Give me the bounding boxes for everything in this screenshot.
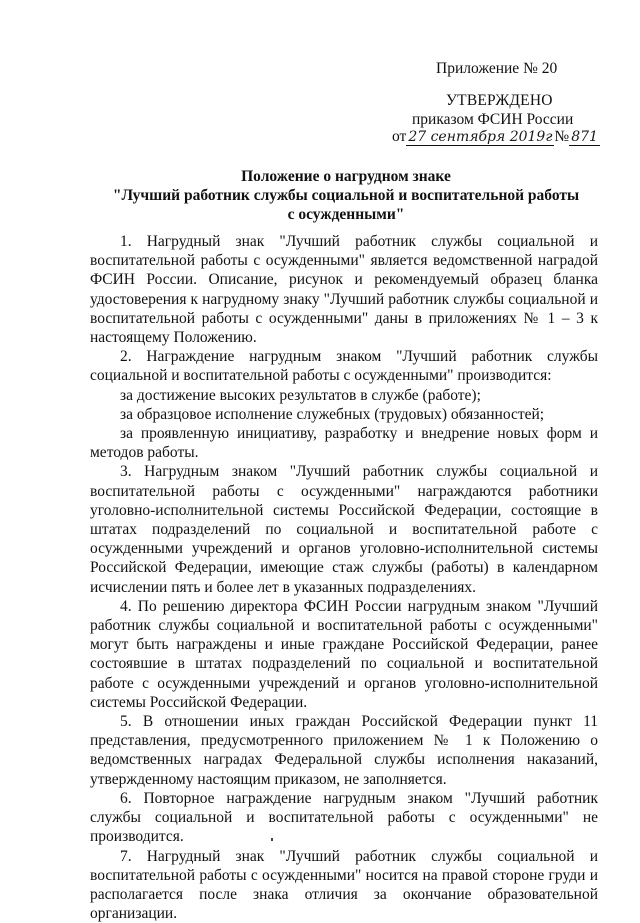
paragraph-2-item-3: за проявленную инициативу, разработку и внедрение новых форм и методов работы. bbox=[90, 424, 598, 462]
paragraph-2-item-1: за достижение высоких результатов в службе (работе); bbox=[90, 386, 598, 405]
paragraph-2-item-2: за образцовое исполнение служебных (трудовых) обязанностей; bbox=[90, 405, 598, 424]
handwritten-number: 871 bbox=[569, 129, 600, 146]
paragraph-4: 4. По решению директора ФСИН России нагрудным знаком "Лучший работник службы социальной и воспитательной работы с осужденными" могут быть награждены и иные граждане Российской Федерации, ранее состоявшие в штатах подразделений по социальной и воспитательной работе с осужденными учреждений и органов уголовно-исполнительной системы Российской Федерации. bbox=[90, 597, 598, 712]
order-reference: приказом ФСИН России bbox=[412, 111, 573, 129]
title-line-2: "Лучший работник службы социальной и воспитательной работы bbox=[90, 186, 602, 205]
paragraph-2: 2. Награждение нагрудным знаком "Лучший работник службы социальной и воспитательной работы с осужденными" производится: bbox=[90, 347, 598, 385]
title-line-3: с осужденными" bbox=[90, 205, 602, 224]
paragraph-5: 5. В отношении иных граждан Российской Федерации пункт 11 представления, предусмотренного приложением № 1 к Положению о ведомственных наградах Федеральной службы исполнения наказаний, утвержденному настоящим приказом, не заполняется. bbox=[90, 712, 598, 789]
paragraph-1: 1. Нагрудный знак "Лучший работник службы социальной и воспитательной работы с осужденными" является ведомственной наградой ФСИН России. Описание, рисунок и рекомендуемый образец бланка удостоверения к нагрудному знаку "Лучший работник службы социальной и воспитательной работы с осужденными" даны в приложениях № 1 – 3 к настоящему Положению. bbox=[90, 232, 598, 347]
date-prefix: от bbox=[392, 128, 406, 145]
approved-stamp-text: УТВЕРЖДЕНО bbox=[446, 92, 553, 110]
paragraph-3: 3. Нагрудным знаком "Лучший работник службы социальной и воспитательной работы с осужденными" награждаются работники уголовно-исполнительной системы Российской Федерации, состоящие в штатах подразделений по социальной и воспитательной работе с осужденными учреждений и органов уголовно-исполнительной системы Российской Федерации, имеющие стаж службы (работы) в календарном исчислении пять и более лет в указанных подразделениях. bbox=[90, 462, 598, 596]
number-prefix: № bbox=[554, 128, 569, 145]
paragraph-6: 6. Повторное награждение нагрудным знаком "Лучший работник службы социальной и воспитательной работы с осужденными" не производится. bbox=[90, 789, 598, 847]
order-date-line bbox=[392, 128, 600, 146]
paragraph-7: 7. Нагрудный знак "Лучший работник службы социальной и воспитательной работы с осужденными" носится на правой стороне груди и располагается после знака отличия за окончание образовательной организации. bbox=[90, 847, 598, 923]
document-body bbox=[90, 232, 598, 923]
document-title bbox=[90, 167, 602, 224]
appendix-label: Приложение № 20 bbox=[436, 60, 557, 78]
title-line-1: Положение о нагрудном знаке bbox=[90, 167, 602, 186]
handwritten-date: 27 сентября 2019г bbox=[406, 129, 554, 146]
scan-speck bbox=[271, 838, 273, 841]
